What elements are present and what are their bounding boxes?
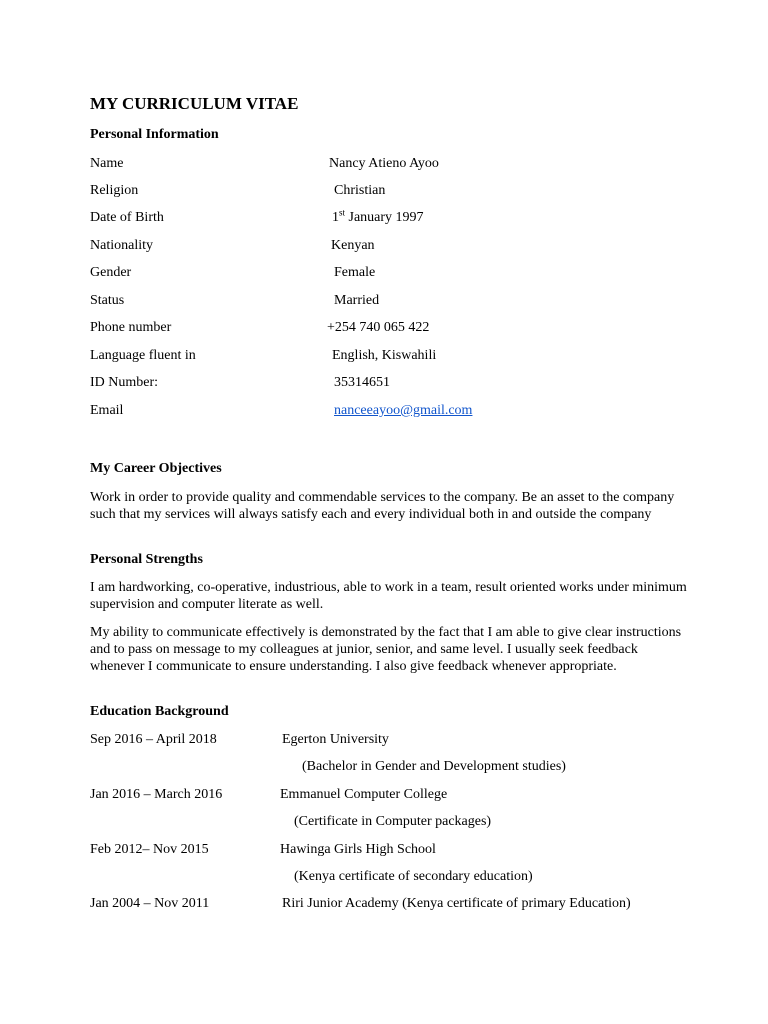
religion-label: Religion xyxy=(90,183,139,198)
dob-rest: January 1997 xyxy=(345,210,424,225)
education-heading: Education Background xyxy=(90,704,229,719)
dob-suffix: st xyxy=(339,207,346,218)
education-detail-3: (Kenya certificate of secondary education) xyxy=(294,869,533,884)
email-link[interactable]: nanceeayoo@gmail.com xyxy=(334,403,473,418)
career-objectives-heading: My Career Objectives xyxy=(90,461,222,476)
education-detail-2: (Certificate in Computer packages) xyxy=(294,814,492,829)
name-value: Nancy Atieno Ayoo xyxy=(329,156,439,171)
religion-value: Christian xyxy=(334,183,386,198)
personal-strengths-heading: Personal Strengths xyxy=(90,552,203,567)
education-school-1: Egerton University xyxy=(282,732,389,747)
language-label: Language fluent in xyxy=(90,348,196,363)
personal-info-heading: Personal Information xyxy=(90,127,219,142)
education-school-3: Hawinga Girls High School xyxy=(280,842,436,857)
language-value: English, Kiswahili xyxy=(332,348,437,363)
career-objectives-text: Work in order to provide quality and commendable services to the company. Be an asset to the company such that my services will always satisfy each and every individual both in and outside the company xyxy=(90,490,675,522)
dob-label: Date of Birth xyxy=(90,210,164,225)
education-period-2: Jan 2016 – March 2016 xyxy=(90,787,223,802)
education-school-2: Emmanuel Computer College xyxy=(280,787,448,802)
email-label: Email xyxy=(90,403,124,418)
education-period-3: Feb 2012– Nov 2015 xyxy=(90,842,209,857)
status-value: Married xyxy=(334,293,380,308)
phone-label: Phone number xyxy=(90,320,172,335)
id-number-value: 35314651 xyxy=(334,375,390,390)
status-label: Status xyxy=(90,293,125,308)
education-school-4: Riri Junior Academy (Kenya certificate of primary Education) xyxy=(282,896,631,911)
name-label: Name xyxy=(90,156,124,171)
gender-value: Female xyxy=(334,265,376,280)
id-number-label: ID Number: xyxy=(90,375,159,390)
strengths-paragraph-1: I am hardworking, co-operative, industrious, able to work in a team, result oriented works under minimum supervision and computer literate as well. xyxy=(90,580,687,612)
nationality-label: Nationality xyxy=(90,238,153,253)
nationality-value: Kenyan xyxy=(331,238,375,253)
document-title: MY CURRICULUM VITAE xyxy=(90,94,299,113)
dob-value xyxy=(332,209,424,227)
strengths-paragraph-2: My ability to communicate effectively is demonstrated by the fact that I am able to give clear instructions and to pass on message to my colleagues at junior, senior, and same level. I usually seek feedback whenever I communicate to ensure understanding. I also give feedback whenever appropriate. xyxy=(90,625,682,674)
gender-label: Gender xyxy=(90,265,132,280)
education-period-1: Sep 2016 – April 2018 xyxy=(90,732,217,747)
phone-value: +254 740 065 422 xyxy=(327,320,430,335)
education-detail-1: (Bachelor in Gender and Development studies) xyxy=(302,759,566,774)
education-period-4: Jan 2004 – Nov 2011 xyxy=(90,896,210,911)
dob-day: 1 xyxy=(332,210,339,225)
